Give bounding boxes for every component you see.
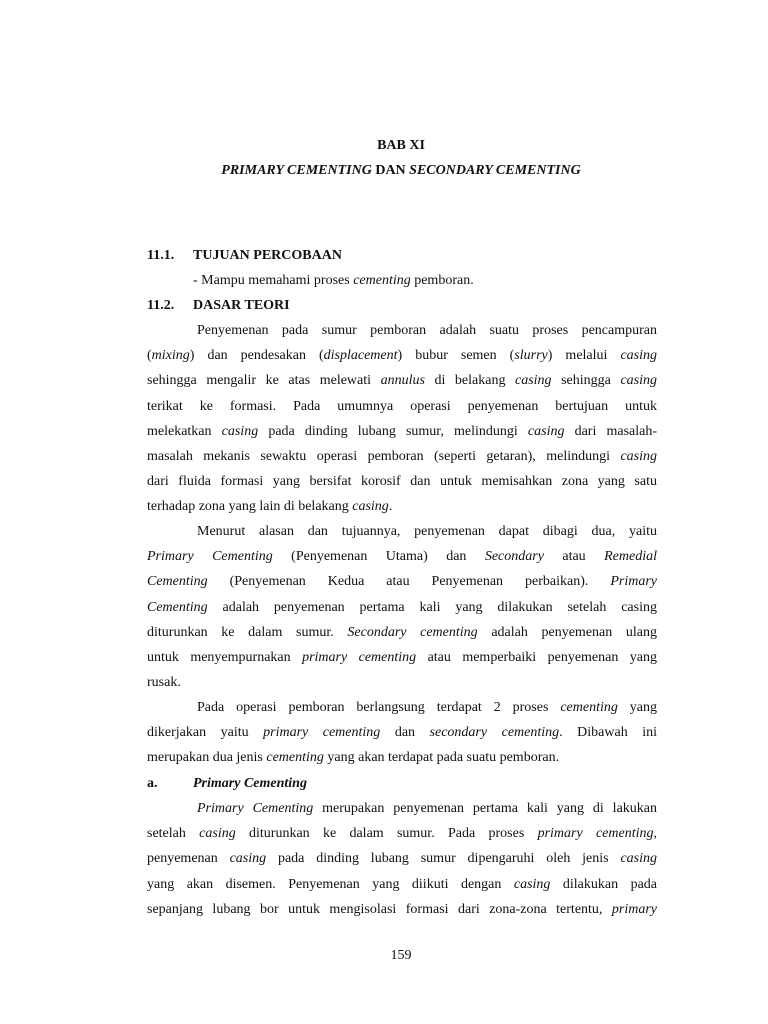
text-run: displacement <box>323 348 398 364</box>
paragraph-line <box>147 698 657 718</box>
subsection-heading <box>147 774 307 794</box>
objective-text <box>193 271 474 291</box>
text-run: ) dan pendesakan ( <box>189 348 324 364</box>
text-run: dikerjakan yaitu <box>147 725 264 741</box>
paragraph-line <box>147 497 657 517</box>
text-run: penyemenan <box>147 851 230 867</box>
paragraph-line <box>147 447 657 467</box>
text-run: pada dinding lubang sumur dipengaruhi oleh jenis <box>266 851 621 867</box>
text-run: . Dibawah ini <box>559 725 657 741</box>
paragraph-line <box>147 673 657 693</box>
paragraph-line <box>147 799 657 819</box>
text-run: Menurut alasan dan tujuannya, penyemenan dapat dibagi dua, yaitu <box>197 524 657 539</box>
text-run: ) melalui <box>547 348 621 364</box>
text-run: yang akan terdapat pada suatu pemboran. <box>323 750 560 766</box>
text-run: primary <box>611 901 657 917</box>
paragraph-line <box>147 572 657 592</box>
text-run: Primary Cementing <box>147 549 273 565</box>
text-run: rusak. <box>147 675 181 691</box>
text-run: cementing <box>266 750 324 766</box>
text-run: Pada operasi pemboran berlangsung terdapat 2 proses <box>197 700 561 715</box>
text-run: atau memperbaiki penyemenan yang <box>416 650 658 665</box>
chapter-title <box>0 161 768 181</box>
section-heading <box>147 246 342 266</box>
text-run: Primary <box>610 574 657 590</box>
text-run: setelah <box>147 826 200 842</box>
text-run: Cementing <box>147 599 208 615</box>
subsection-label: a. <box>147 776 158 791</box>
text-run: casing <box>221 423 259 439</box>
text-run: casing <box>515 373 552 389</box>
text-run: - Mampu memahami proses <box>193 273 354 288</box>
text-run: terhadap zona yang lain di belakang <box>147 499 353 515</box>
paragraph-line <box>147 321 657 341</box>
section-title: DASAR TEORI <box>193 298 290 313</box>
chapter-title-part: PRIMARY CEMENTING <box>221 163 372 178</box>
text-run: terikat ke formasi. Pada umumnya operasi penyemenan bertujuan untuk <box>147 398 657 414</box>
paragraph-line <box>147 598 657 618</box>
paragraph-line <box>147 346 657 366</box>
section-number: 11.2. <box>147 298 175 313</box>
text-run: primary cementing <box>537 826 654 842</box>
paragraph-line <box>147 824 657 844</box>
paragraph-line <box>147 900 657 920</box>
text-run: slurry <box>514 348 548 364</box>
paragraph-line <box>147 522 657 542</box>
text-run: diturunkan ke dalam sumur. Pada proses <box>235 826 538 842</box>
text-run: dilakukan pada <box>550 876 658 892</box>
section-heading <box>147 296 290 316</box>
text-run: sehingga mengalir ke atas melewati <box>147 373 381 389</box>
text-run: primary cementing <box>263 725 381 741</box>
chapter-title-part: SECONDARY CEMENTING <box>409 163 581 178</box>
text-run: cementing <box>560 700 618 715</box>
text-run: casing <box>620 373 657 389</box>
text-run: casing <box>620 851 657 867</box>
text-run: cementing <box>353 273 411 288</box>
paragraph-line <box>147 875 657 895</box>
text-run: . <box>388 499 393 515</box>
chapter-label: BAB XI <box>377 138 425 153</box>
text-run: Primary Cementing <box>197 801 314 816</box>
text-run: casing <box>527 423 565 439</box>
paragraph-line <box>147 472 657 492</box>
paragraph-line <box>147 623 657 643</box>
subsection-title: Primary Cementing <box>193 776 307 791</box>
text-run: di belakang <box>424 373 515 389</box>
paragraph-line <box>147 371 657 391</box>
text-run: ( <box>147 348 152 364</box>
text-run: Secondary cementing <box>347 624 478 640</box>
text-run: masalah mekanis sewaktu operasi pemboran (seperti getaran), melindungi <box>147 449 621 464</box>
paragraph-line <box>147 547 657 567</box>
text-run: Secondary <box>484 549 544 565</box>
section-number: 11.1. <box>147 248 175 263</box>
chapter-title-part: DAN <box>371 163 410 178</box>
text-run: yang <box>617 700 658 715</box>
text-run: sehingga <box>551 373 621 389</box>
paragraph-line <box>147 648 657 668</box>
text-run: adalah penyemenan pertama kali yang dilakukan setelah casing <box>207 599 657 615</box>
paragraph-line <box>147 422 657 442</box>
text-run: pemboran. <box>410 273 474 288</box>
section-title: TUJUAN PERCOBAAN <box>193 248 342 263</box>
text-run: Remedial <box>604 549 657 565</box>
text-run: primary cementing <box>302 650 417 665</box>
text-run: dan <box>380 725 430 741</box>
text-run: dari fluida formasi yang bersifat korosif dan untuk memisahkan zona yang satu <box>147 474 657 490</box>
text-run: (Penyemenan Utama) dan <box>272 549 485 565</box>
paragraph-line <box>147 748 657 768</box>
text-run: annulus <box>380 373 425 389</box>
text-run: casing <box>513 876 551 892</box>
text-run: casing <box>229 851 267 867</box>
text-run: yang akan disemen. Penyemenan yang diikuti dengan <box>147 876 514 892</box>
text-run: sepanjang lubang bor untuk mengisolasi formasi dari zona-zona tertentu, <box>147 901 612 917</box>
text-run: dari masalah- <box>564 423 657 439</box>
text-run: Penyemenan pada sumur pemboran adalah suatu proses pencampuran <box>197 323 657 338</box>
text-run: pada dinding lubang sumur, melindungi <box>258 423 528 439</box>
text-run: secondary cementing <box>429 725 560 741</box>
text-run: merupakan penyemenan pertama kali yang di lakukan <box>313 801 657 816</box>
text-run: untuk menyempurnakan <box>147 650 303 665</box>
paragraph-line <box>147 397 657 417</box>
page-number: 159 <box>390 948 412 963</box>
text-run: adalah penyemenan ulang <box>477 624 657 640</box>
text-run: casing <box>199 826 236 842</box>
text-run: casing <box>620 348 657 364</box>
text-run: merupakan dua jenis <box>147 750 267 766</box>
text-run: Cementing <box>147 574 208 590</box>
text-run: , <box>653 826 657 842</box>
text-run: melekatkan <box>147 423 222 439</box>
text-run: atau <box>543 549 605 565</box>
text-run: casing <box>352 499 389 515</box>
text-run: mixing <box>151 348 190 364</box>
paragraph-line <box>147 723 657 743</box>
text-run: ) bubur semen ( <box>397 348 515 364</box>
text-run: casing <box>620 449 657 464</box>
paragraph-line <box>147 849 657 869</box>
text-run: (Penyemenan Kedua atau Penyemenan perbaikan). <box>207 574 611 590</box>
text-run: diturunkan ke dalam sumur. <box>147 624 348 640</box>
